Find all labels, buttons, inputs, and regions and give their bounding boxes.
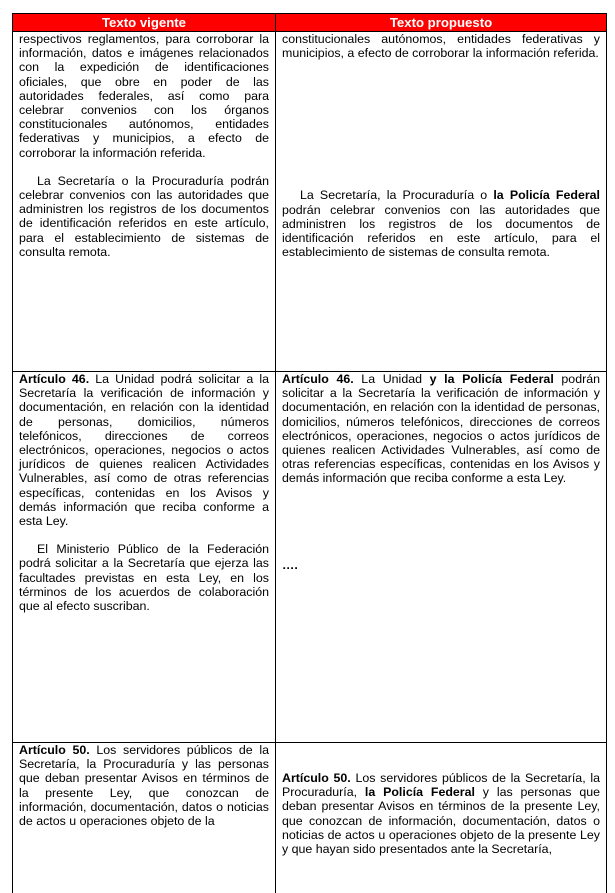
proposed-text-cell [276,743,607,893]
paragraph [19,743,269,828]
table-row [13,372,607,743]
table-row [13,32,607,372]
paragraph: constitucionales autónomos, entidades federativas y municipios, a efecto de corroborar la información referida. [282,32,600,61]
text-segment: podrán celebrar convenios con las autoridades que administren los registros de los documentos de identificación referidos en este artículo, para el establecimiento de sistemas de consulta remota. [282,202,600,260]
header-texto-vigente: Texto vigente [13,14,276,32]
text-segment: y las personas que deban presentar Avisos en términos de la presente Ley, que conozcan de información, documentación, datos o noticias de actos u operaciones objeto de la presente Ley y que hayan sido presentados ante la Secretaría, [282,785,600,857]
ellipsis-text: …. [282,557,298,572]
paragraph [282,771,600,856]
article-title: Artículo 46. [282,372,354,386]
text-segment: La Unidad [353,372,430,386]
comparison-table [12,13,607,893]
article-title: Artículo 50. [282,771,351,785]
table-row [13,743,607,893]
text-segment: La Secretaría, la Procuraduría o [300,188,494,203]
current-text-cell [13,32,276,372]
proposed-text-cell [276,372,607,743]
text-segment: Los servidores públicos de la Secretaría, la Procuraduría y las personas que deban presentar Avisos en términos de la presente Ley, que conozcan de información, documentación, datos o noticias de actos u operaciones objeto de la [19,743,270,829]
bold-text-segment: y la Policía Federal [429,372,554,386]
paragraph: respectivos reglamentos, para corroborar la información, datos e imágenes relacionados con la expedición de identificaciones oficiales, que obre en poder de las autoridades federales, así como para celebrar convenios con los órganos constitucionales autónomos, entidades federativas y municipios, a efecto de corroborar la información referida. [19,32,269,160]
proposed-text-cell [276,32,607,372]
paragraph: El Ministerio Público de la Federación podrá solicitar a la Secretaría que ejerza las facultades previstas en esta Ley, en los términos de los acuerdos de colaboración que al efecto suscriban. [19,542,269,614]
text-segment: Los servidores públicos de la Secretaría, la Procuraduría, [282,771,600,800]
current-text-cell [13,743,276,893]
bold-text-segment: la Policía Federal [493,188,600,203]
text-segment: podrán solicitar a la Secretaría la verificación de información y documentación, en relación con la identidad de personas, domicilios, números telefónicos, direcciones de correos electrónicos, operaciones, negocios o actos jurídicos de quienes realicen Actividades Vulnerables, así como de otras referencias específicas, contenidas en los Avisos y demás información que reciba conforme a esta Ley. [282,372,600,486]
header-texto-propuesto: Texto propuesto [276,14,607,32]
current-text-cell [13,372,276,743]
paragraph: La Secretaría o la Procuraduría podrán celebrar convenios con las autoridades que administren los registros de los documentos de identificación referidos en este artículo, para el establecimiento de sistemas de consulta remota. [19,173,269,259]
paragraph [19,372,269,528]
article-title: Artículo 50. [19,743,90,757]
header-row [13,14,607,32]
bold-text-segment: la Policía Federal [364,785,475,800]
ellipsis-paragraph [282,558,600,572]
paragraph [282,372,600,486]
text-segment: La Unidad podrá solicitar a la Secretaría la verificación de información y documentación, en relación con la identidad de personas, domicilios, números telefónicos, direcciones de correos electrónicos, operaciones, negocios o actos jurídicos de quienes realicen Actividades Vulnerables, así como de otras referencias específicas, contenidas en los Avisos y demás información que reciba conforme a esta Ley. [19,372,269,529]
article-title: Artículo 46. [19,372,90,386]
paragraph [282,188,600,259]
